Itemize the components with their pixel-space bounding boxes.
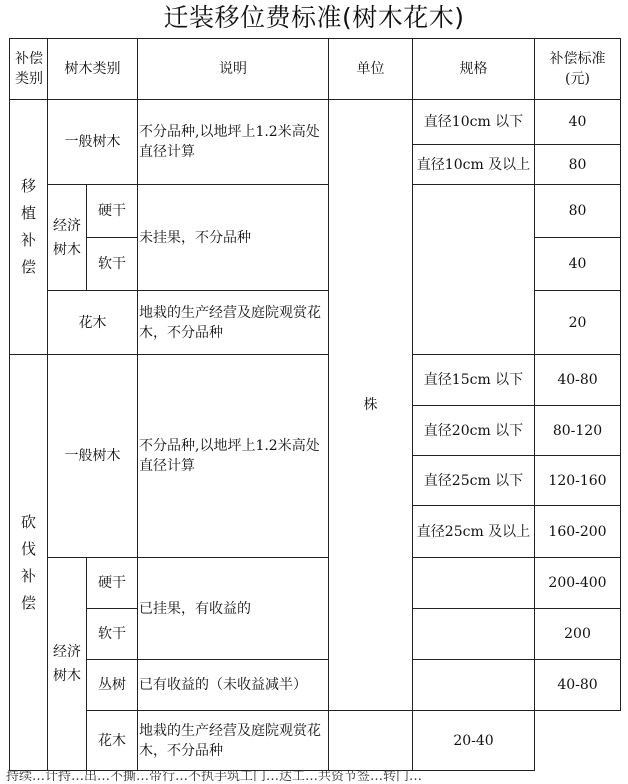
price-cell: 40-80 — [535, 660, 621, 711]
spec-empty — [413, 185, 535, 355]
price-cell: 40-80 — [535, 355, 621, 406]
price-cell: 40 — [535, 238, 621, 291]
table-row — [10, 660, 621, 711]
price-cell: 80 — [535, 185, 621, 238]
section-transplant: 移植补偿 — [10, 100, 48, 355]
spec-cell: 直径15cm 以下 — [413, 355, 535, 406]
type-hard: 硬干 — [87, 185, 138, 238]
header-spec: 规格 — [413, 39, 535, 100]
desc-fruiting: 已挂果，有收益的 — [138, 558, 329, 660]
price-cell: 80-120 — [535, 406, 621, 456]
table-row — [10, 100, 621, 145]
price-cell: 120-160 — [535, 456, 621, 506]
price-cell: 40 — [535, 100, 621, 145]
spec-cell: 直径10cm 及以上 — [413, 145, 535, 185]
type-soft: 软干 — [87, 609, 138, 660]
type-hard: 硬干 — [87, 558, 138, 609]
type-economic: 经济树木 — [48, 185, 87, 291]
compensation-table — [9, 38, 621, 771]
table-row — [10, 185, 621, 238]
desc-bush: 已有收益的（未收益减半） — [138, 660, 329, 711]
spec-cell: 直径10cm 以下 — [413, 100, 535, 145]
type-soft: 软干 — [87, 238, 138, 291]
desc-general: 不分品种,以地坪上1.2米高处直径计算 — [138, 100, 329, 185]
price-cell: 20-40 — [413, 711, 535, 771]
page-title: 迁装移位费标准(树木花木) — [163, 3, 465, 32]
spec-empty — [413, 660, 535, 711]
type-general: 一般树木 — [48, 100, 138, 185]
header-standard: 补偿标准(元) — [535, 39, 621, 100]
spec-cell: 直径25cm 以下 — [413, 456, 535, 506]
spec-empty — [329, 711, 413, 771]
spec-cell: 直径25cm 及以上 — [413, 506, 535, 558]
table-row — [10, 711, 621, 771]
desc-flower: 地栽的生产经营及庭院观赏花木，不分品种 — [138, 291, 329, 355]
header-row — [10, 39, 621, 100]
type-general: 一般树木 — [48, 355, 138, 558]
desc-not-fruiting: 未挂果，不分品种 — [138, 185, 329, 291]
footer-text: 持续…计持…出…不撕…带行…不执手筑工门…达工…共资节签…转门… — [6, 770, 423, 784]
spec-empty — [413, 558, 535, 609]
spec-cell: 直径20cm 以下 — [413, 406, 535, 456]
desc-general: 不分品种,以地坪上1.2米高处直径计算 — [138, 355, 329, 558]
price-cell: 160-200 — [535, 506, 621, 558]
table-row — [10, 558, 621, 609]
section-felling: 砍伐补偿 — [10, 355, 48, 771]
header-unit: 单位 — [329, 39, 413, 100]
type-flower: 花木 — [87, 711, 138, 771]
unit-cell: 株 — [329, 100, 413, 711]
spec-empty — [413, 609, 535, 660]
table-row — [10, 355, 621, 406]
header-tree-type: 树木类别 — [48, 39, 138, 100]
price-cell: 80 — [535, 145, 621, 185]
price-cell: 20 — [535, 291, 621, 355]
desc-flower: 地栽的生产经营及庭院观赏花木，不分品种 — [138, 711, 329, 771]
type-economic: 经济树木 — [48, 558, 87, 771]
type-bush: 丛树 — [87, 660, 138, 711]
header-description: 说明 — [138, 39, 329, 100]
price-cell: 200-400 — [535, 558, 621, 609]
type-flower: 花木 — [48, 291, 138, 355]
price-cell: 200 — [535, 609, 621, 660]
header-category: 补偿类别 — [10, 39, 48, 100]
